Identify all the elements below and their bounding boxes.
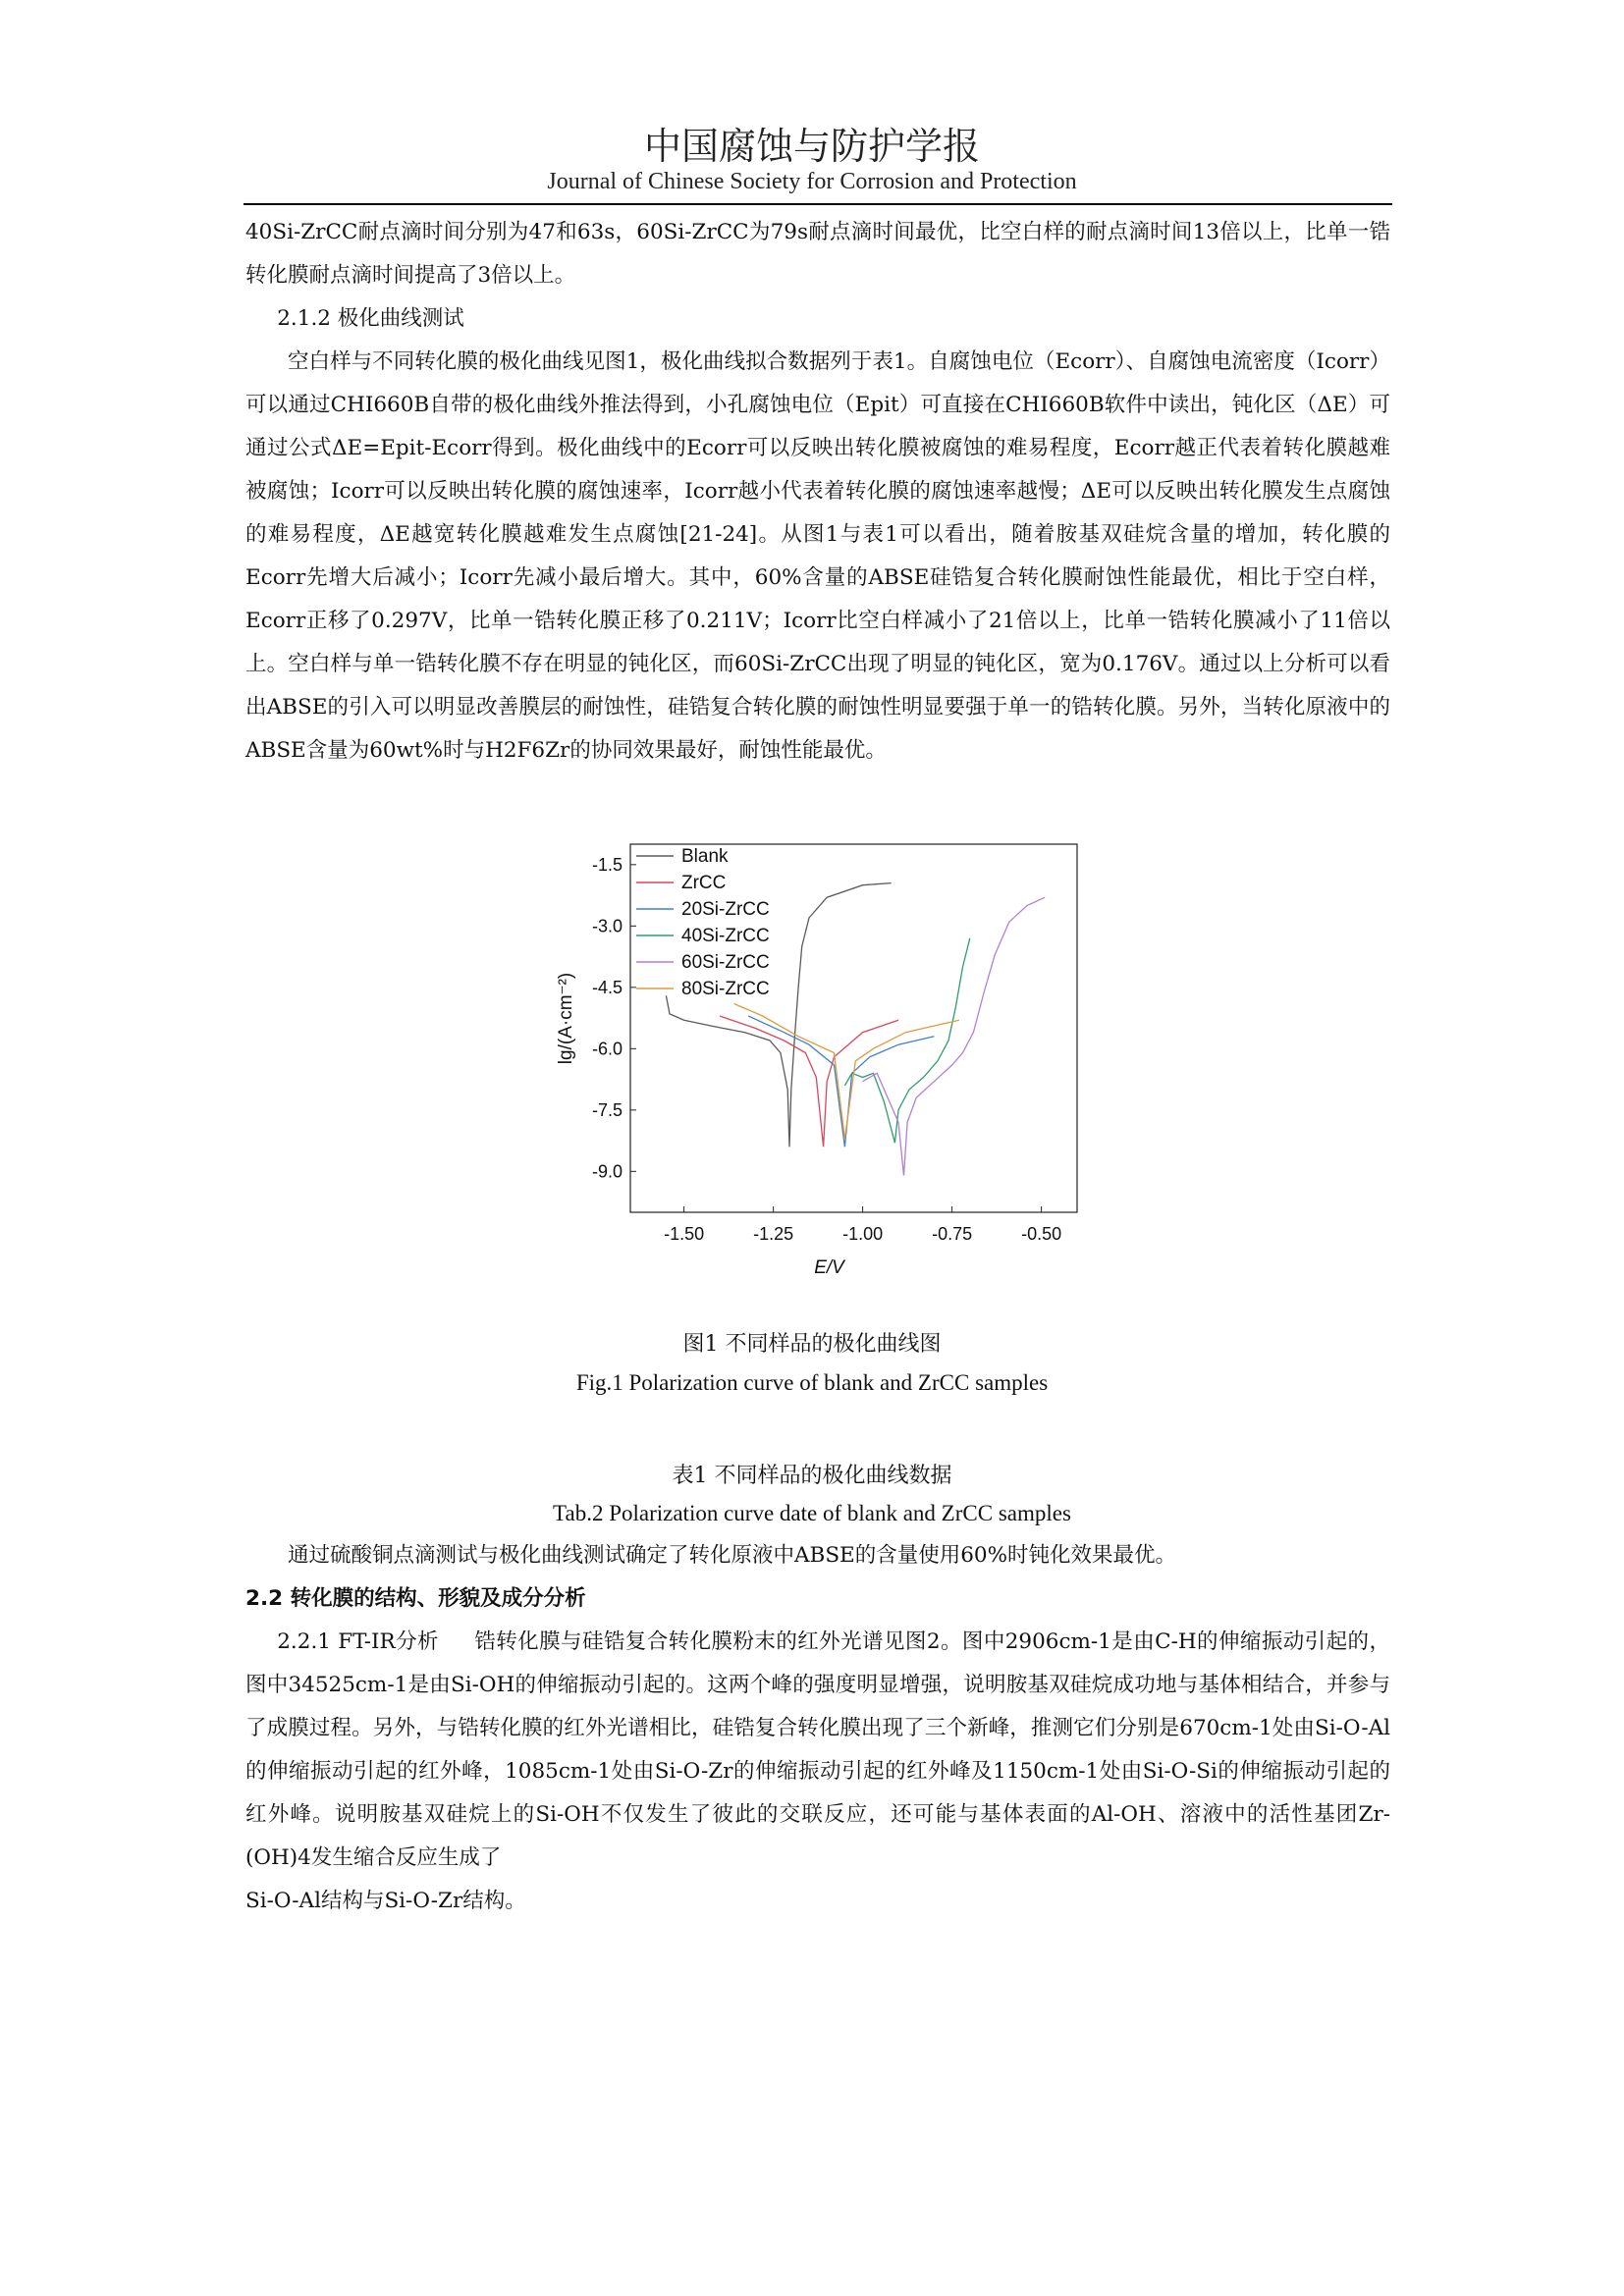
- section-2-2-1-heading: 2.2.1 FT-IR分析: [277, 1629, 439, 1654]
- series-line-40si-zrcc: [844, 938, 969, 1143]
- legend-label: 40Si-ZrCC: [681, 926, 770, 946]
- polarization-chart: [550, 825, 1100, 1296]
- series-line-zrcc: [720, 1016, 898, 1147]
- figure-1-caption-cn: 图1 不同样品的极化曲线图: [682, 1332, 942, 1357]
- y-tick-label: -7.5: [591, 1099, 623, 1120]
- paragraph-conclusion: 通过硫酸铜点滴测试与极化曲线测试确定了转化原液中ABSE的含量使用60%时钝化效果最优。: [288, 1543, 1177, 1568]
- x-tick-label: -1.00: [842, 1224, 884, 1244]
- y-tick-label: -1.5: [591, 854, 623, 875]
- x-tick-label: -0.75: [932, 1224, 973, 1244]
- body-bottom: [245, 1534, 1390, 1923]
- table-1-caption-en: Tab.2 Polarization curve date of blank and ZrCC samples: [553, 1501, 1071, 1525]
- legend-label: 60Si-ZrCC: [681, 952, 770, 973]
- series-line-blank: [666, 883, 891, 1148]
- journal-title-en: Journal of Chinese Society for Corrosion and Protection: [547, 169, 1077, 194]
- x-tick-label: -0.50: [1021, 1224, 1062, 1244]
- x-tick-label: -1.50: [664, 1224, 705, 1244]
- x-tick-label: -1.25: [753, 1224, 794, 1244]
- paragraph-polarization: 空白样与不同转化膜的极化曲线见图1，极化曲线拟合数据列于表1。自腐蚀电位（Ecorr）、自腐蚀电流密度（Icorr）可以通过CHI660B自带的极化曲线外推法得到，小孔腐蚀电位（Epit）可直接在CHI660B软件中读出，钝化区（ΔE）可通过公式ΔE=Epit-Ecorr得到。极化曲线中的Ecorr可以反映出转化膜被腐蚀的难易程度，Ecorr越正代表着转化膜越难被腐蚀；Icorr可以反映出转化膜的腐蚀速率，Icorr越小代表着转化膜的腐蚀速率越慢；ΔE可以反映出转化膜发生点腐蚀的难易程度，ΔE越宽转化膜越难发生点腐蚀[21-24]。从图1与表1可以看出，随着胺基双硅烷含量的增加，转化膜的Ecorr先增大后减小；Icorr先减小最后增大。其中，60%含量的ABSE硅锆复合转化膜耐蚀性能最优，相比于空白样，Ecorr正移了0.297V，比单一锆转化膜正移了0.211V；Icorr比空白样减小了21倍以上，比单一锆转化膜减小了11倍以上。空白样与单一锆转化膜不存在明显的钝化区，而60Si-ZrCC出现了明显的钝化区，宽为0.176V。通过以上分析可以看出ABSE的引入可以明显改善膜层的耐蚀性，硅锆复合转化膜的耐蚀性明显要强于单一的锆转化膜。另外，当转化原液中的ABSE含量为60wt%时与H2F6Zr的协同效果最好，耐蚀性能最优。: [245, 349, 1390, 763]
- legend-label: Blank: [681, 846, 729, 867]
- paragraph-intro: 40Si-ZrCC耐点滴时间分别为47和63s，60Si-ZrCC为79s耐点滴时间最优，比空白样的耐点滴时间13倍以上，比单一锆转化膜耐点滴时间提高了3倍以上。: [245, 220, 1390, 288]
- header-rule: [244, 203, 1392, 205]
- section-2-1-2-heading: 2.1.2 极化曲线测试: [277, 306, 464, 331]
- paragraph-ftir: [245, 1621, 1390, 1880]
- y-tick-label: -6.0: [591, 1039, 623, 1059]
- legend-label: ZrCC: [681, 873, 727, 893]
- body-top: [245, 211, 1390, 773]
- paragraph-ftir-end: Si-O-Al结构与Si-O-Zr结构。: [245, 1889, 526, 1913]
- y-tick-label: -3.0: [591, 916, 623, 936]
- x-axis-label: E/V: [814, 1257, 844, 1278]
- section-2-2-heading: 2.2 转化膜的结构、形貌及成分分析: [245, 1586, 586, 1611]
- y-tick-label: -4.5: [591, 977, 623, 997]
- journal-title-cn: 中国腐蚀与防护学报: [643, 125, 980, 168]
- ftir-text: 锆转化膜与硅锆复合转化膜粉末的红外光谱见图2。图中2906cm-1是由C-H的伸缩振动引起的，图中34525cm-1是由Si-OH的伸缩振动引起的。这两个峰的强度明显增强，说明胺基双硅烷成功地与基体相结合，并参与了成膜过程。另外，与锆转化膜的红外光谱相比，硅锆复合转化膜出现了三个新峰，推测它们分别是670cm-1处由Si-O-Al的伸缩振动引起的红外峰，1085cm-1处由Si-O-Zr的伸缩振动引起的红外峰及1150cm-1处由Si-O-Si的伸缩振动引起的红外峰。说明胺基双硅烷上的Si-OH不仅发生了彼此的交联反应，还可能与基体表面的Al-OH、溶液中的活性基团Zr-(OH)4发生缩合反应生成了: [245, 1629, 1390, 1870]
- series-line-80si-zrcc: [734, 1004, 959, 1140]
- series-line-20si-zrcc: [748, 1016, 934, 1147]
- legend-label: 80Si-ZrCC: [681, 979, 770, 999]
- y-axis-label: lg/(A·cm⁻²): [556, 972, 576, 1065]
- y-tick-label: -9.0: [591, 1161, 623, 1182]
- series-line-60si-zrcc: [863, 897, 1046, 1175]
- figure-1-caption-en: Fig.1 Polarization curve of blank and ZrCC samples: [575, 1370, 1049, 1395]
- table-1-caption-cn: 表1 不同样品的极化曲线数据: [672, 1464, 952, 1488]
- legend-label: 20Si-ZrCC: [681, 899, 770, 920]
